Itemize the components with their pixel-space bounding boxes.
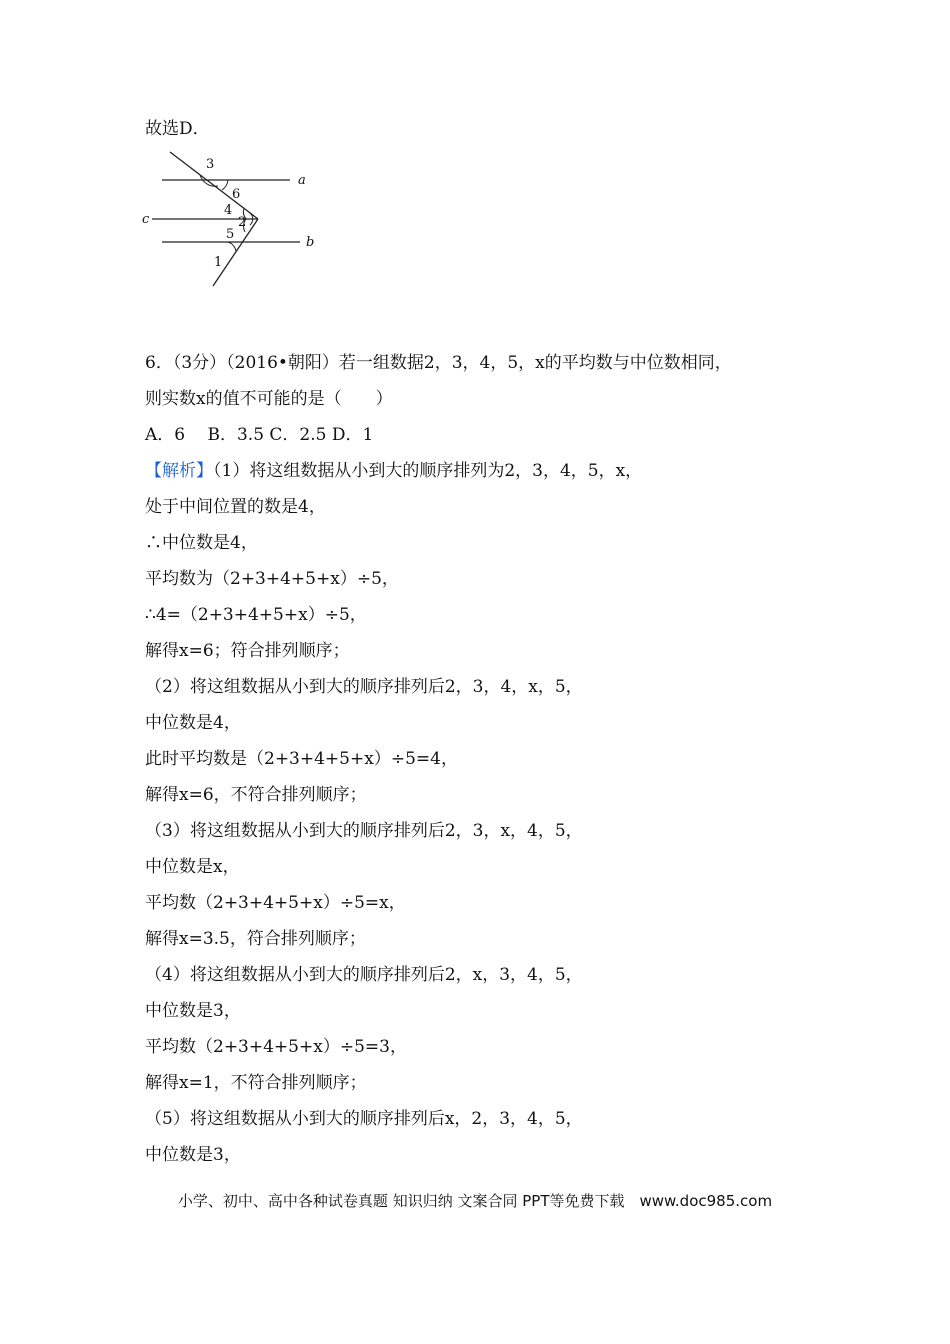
analysis-line: ∴中位数是4， [145,533,258,553]
question-line-2: 则实数x的值不可能的是（ ） [145,389,393,409]
page-footer: 小学、初中、高中各种试卷真题 知识归纳 文案合同 PPT等免费下载 www.doc985.com [177,1192,773,1210]
analysis-line: 解得x=1，不符合排列顺序； [145,1073,367,1093]
line-label-a: a [298,173,306,188]
angle-label-5: 5 [226,227,235,242]
analysis-first-text: （1）将这组数据从小到大的顺序排列为2，3，4，5，x， [213,461,643,481]
analysis-line: （3）将这组数据从小到大的顺序排列后2，3，x，4，5， [145,821,583,841]
analysis-line: 此时平均数是（2+3+4+5+x）÷5=4， [145,749,458,769]
geometry-figure [140,146,320,292]
angle-label-4: 4 [224,203,233,218]
angle-arc-6 [222,180,228,190]
angle-label-6: 6 [232,187,241,202]
angle-label-3: 3 [206,157,215,172]
analysis-line: 平均数（2+3+4+5+x）÷5=3， [145,1037,407,1057]
analysis-line: 中位数是x， [145,857,240,877]
line-label-c: c [142,212,150,227]
analysis-line: 平均数（2+3+4+5+x）÷5=x， [145,893,406,913]
analysis-line: 中位数是3， [145,1145,241,1165]
question-options: A．6 B．3.5 C．2.5 D．1 [145,425,374,445]
angle-label-2: 2 [238,215,247,230]
angle-arc-1 [228,242,236,251]
analysis-tag: 【解析】 [145,461,213,481]
analysis-line: 平均数为（2+3+4+5+x）÷5， [145,569,399,589]
analysis-line: 处于中间位置的数是4， [145,497,326,517]
analysis-line: 中位数是3， [145,1001,241,1021]
angle-label-1: 1 [214,255,223,270]
previous-answer: 故选D． [145,119,210,139]
transversal-lower [213,219,258,286]
analysis-line: 解得x=6，不符合排列顺序； [145,785,367,805]
analysis-line: 中位数是4， [145,713,241,733]
analysis-line: （2）将这组数据从小到大的顺序排列后2，3，4，x，5， [145,677,583,697]
parallel-lines-diagram [140,146,320,292]
question-line-1: 6．（3分）（2016•朝阳）若一组数据2，3，4，5，x的平均数与中位数相同， [145,353,732,373]
line-label-b: b [306,235,315,250]
analysis-line: 解得x=3.5，符合排列顺序； [145,929,366,949]
analysis-line: （5）将这组数据从小到大的顺序排列后x，2，3，4，5， [145,1109,583,1129]
analysis-line: 解得x=6；符合排列顺序； [145,641,350,661]
analysis-line: （4）将这组数据从小到大的顺序排列后2，x，3，4，5， [145,965,583,985]
analysis-first-line [145,459,642,483]
analysis-line: ∴4=（2+3+4+5+x）÷5， [145,605,367,625]
